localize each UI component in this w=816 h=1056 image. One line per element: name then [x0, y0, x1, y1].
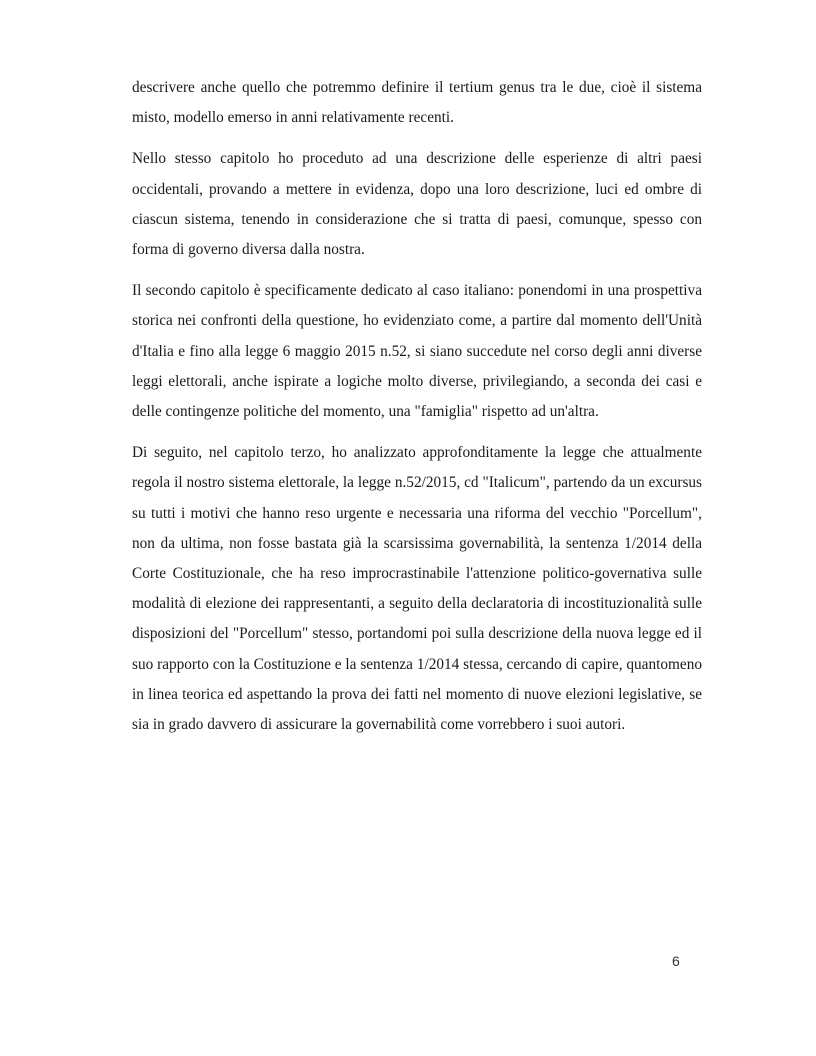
paragraph-1: descrivere anche quello che potremmo definire il tertium genus tra le due, cioè il sistema misto, modello emerso in anni relativamente recenti. [132, 79, 702, 127]
paragraph-4: Di seguito, nel capitolo terzo, ho analizzato approfonditamente la legge che attualmente regola il nostro sistema elettorale, la legge n.52/2015, cd "Italicum", partendo da un excursus su tutti i motivi che hanno reso urgente e necessaria una riforma del vecchio "Porcellum", non da ultima, non fosse bastata già la scarsissima governabilità, la sentenza 1/2014 della Corte Costituzionale, che ha reso improcrastinabile l'attenzione politico-governativa sulle modalità di elezione dei rappresentanti, a seguito della declaratoria di incostituzionalità sulle disposizioni del "Porcellum" stesso, portandomi poi sulla descrizione della nuova legge ed il suo rapporto con la Costituzione e la sentenza 1/2014 stessa, cercando di capire, quantomeno in linea teorica ed aspettando la prova dei fatti nel momento di nuove elezioni legislative, se sia in grado davvero di assicurare la governabilità come vorrebbero i suoi autori. [132, 444, 702, 734]
paragraph-2: Nello stesso capitolo ho proceduto ad una descrizione delle esperienze di altri paesi occidentali, provando a mettere in evidenza, dopo una loro descrizione, luci ed ombre di ciascun sistema, tenendo in considerazione che si tratta di paesi, comunque, spesso con forma di governo diversa dalla nostra. [132, 150, 702, 259]
page-number: 6 [672, 953, 680, 969]
paragraph-3: Il secondo capitolo è specificamente dedicato al caso italiano: ponendomi in una prospettiva storica nei confronti della questione, ho evidenziato come, a partire dal momento dell'Unità d'Italia e fino alla legge 6 maggio 2015 n.52, si siano succedute nel corso degli anni diverse leggi elettorali, anche ispirate a logiche molto diverse, privilegiando, a seconda dei casi e delle contingenze politiche del momento, una "famiglia" rispetto ad un'altra. [132, 282, 702, 421]
body-text [132, 73, 702, 751]
